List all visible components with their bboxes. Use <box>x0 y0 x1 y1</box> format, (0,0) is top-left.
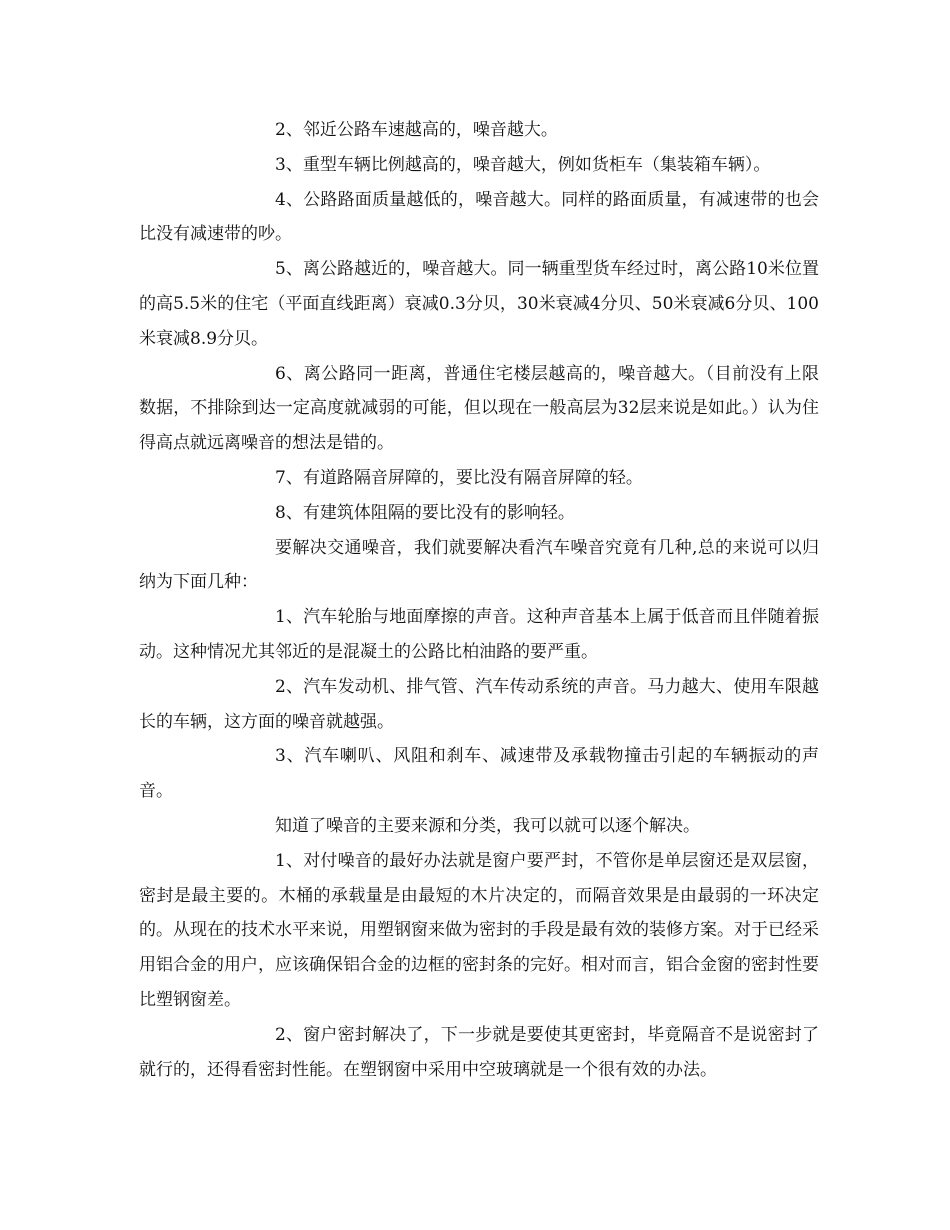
paragraph: 3、汽车喇叭、风阻和刹车、减速带及承载物撞击引起的车辆振动的声音。 <box>139 746 819 802</box>
paragraph: 7、有道路隔音屏障的，要比没有隔音屏障的轻。 <box>275 467 643 488</box>
paragraph: 3、重型车辆比例越高的，噪音越大，例如货柜车（集装箱车辆）。 <box>275 154 771 175</box>
paragraph: 1、汽车轮胎与地面摩擦的声音。这种声音基本上属于低音而且伴随着振动。这种情况尤其邻近的是混凝土的公路比柏油路的要严重。 <box>139 607 819 662</box>
paragraph: 1、对付噪音的最好办法就是窗户要严封，不管你是单层窗还是双层窗，密封是最主要的。木桶的承载量是由最短的木片决定的，而隔音效果是由最弱的一环决定的。从现在的技术水平来说，用塑钢窗来做为密封的手段是最有效的装修方案。对于已经采用铝合金的用户，应该确保铝合金的边框的密封条的完好。相对而言，铝合金窗的密封性要比塑钢窗差。 <box>139 850 819 1010</box>
paragraph: 4、公路路面质量越低的，噪音越大。同样的路面质量，有减速带的也会比没有减速带的吵。 <box>139 189 819 245</box>
paragraph: 8、有建筑体阻隔的要比没有的影响轻。 <box>275 502 575 523</box>
paragraph: 2、窗户密封解决了，下一步就是要使其更密封，毕竟隔音不是说密封了就行的，还得看密封性能。在塑钢窗中采用中空玻璃就是一个很有效的办法。 <box>139 1024 819 1080</box>
paragraph: 2、邻近公路车速越高的，噪音越大。 <box>275 120 558 140</box>
paragraph: 2、汽车发动机、排气管、汽车传动系统的声音。马力越大、使用车限越长的车辆，这方面的噪音就越强。 <box>139 676 819 732</box>
document-page <box>139 113 819 1087</box>
paragraph: 要解决交通噪音，我们就要解决看汽车噪音究竟有几种,总的来说可以归纳为下面几种： <box>139 537 819 593</box>
paragraph: 5、离公路越近的，噪音越大。同一辆重型货车经过时，离公路10米位置的高5.5米的住宅（平面直线距离）衰减0.3分贝，30米衰减4分贝、50米衰减6分贝、100米衰减8.9分贝。 <box>139 259 819 349</box>
paragraph: 6、离公路同一距离，普通住宅楼层越高的，噪音越大。（目前没有上限数据，不排除到达一定高度就减弱的可能，但以现在一般高层为32层来说是如此。）认为住得高点就远离噪音的想法是错的。 <box>139 363 819 454</box>
paragraph: 知道了噪音的主要来源和分类，我可以就可以逐个解决。 <box>275 815 700 836</box>
